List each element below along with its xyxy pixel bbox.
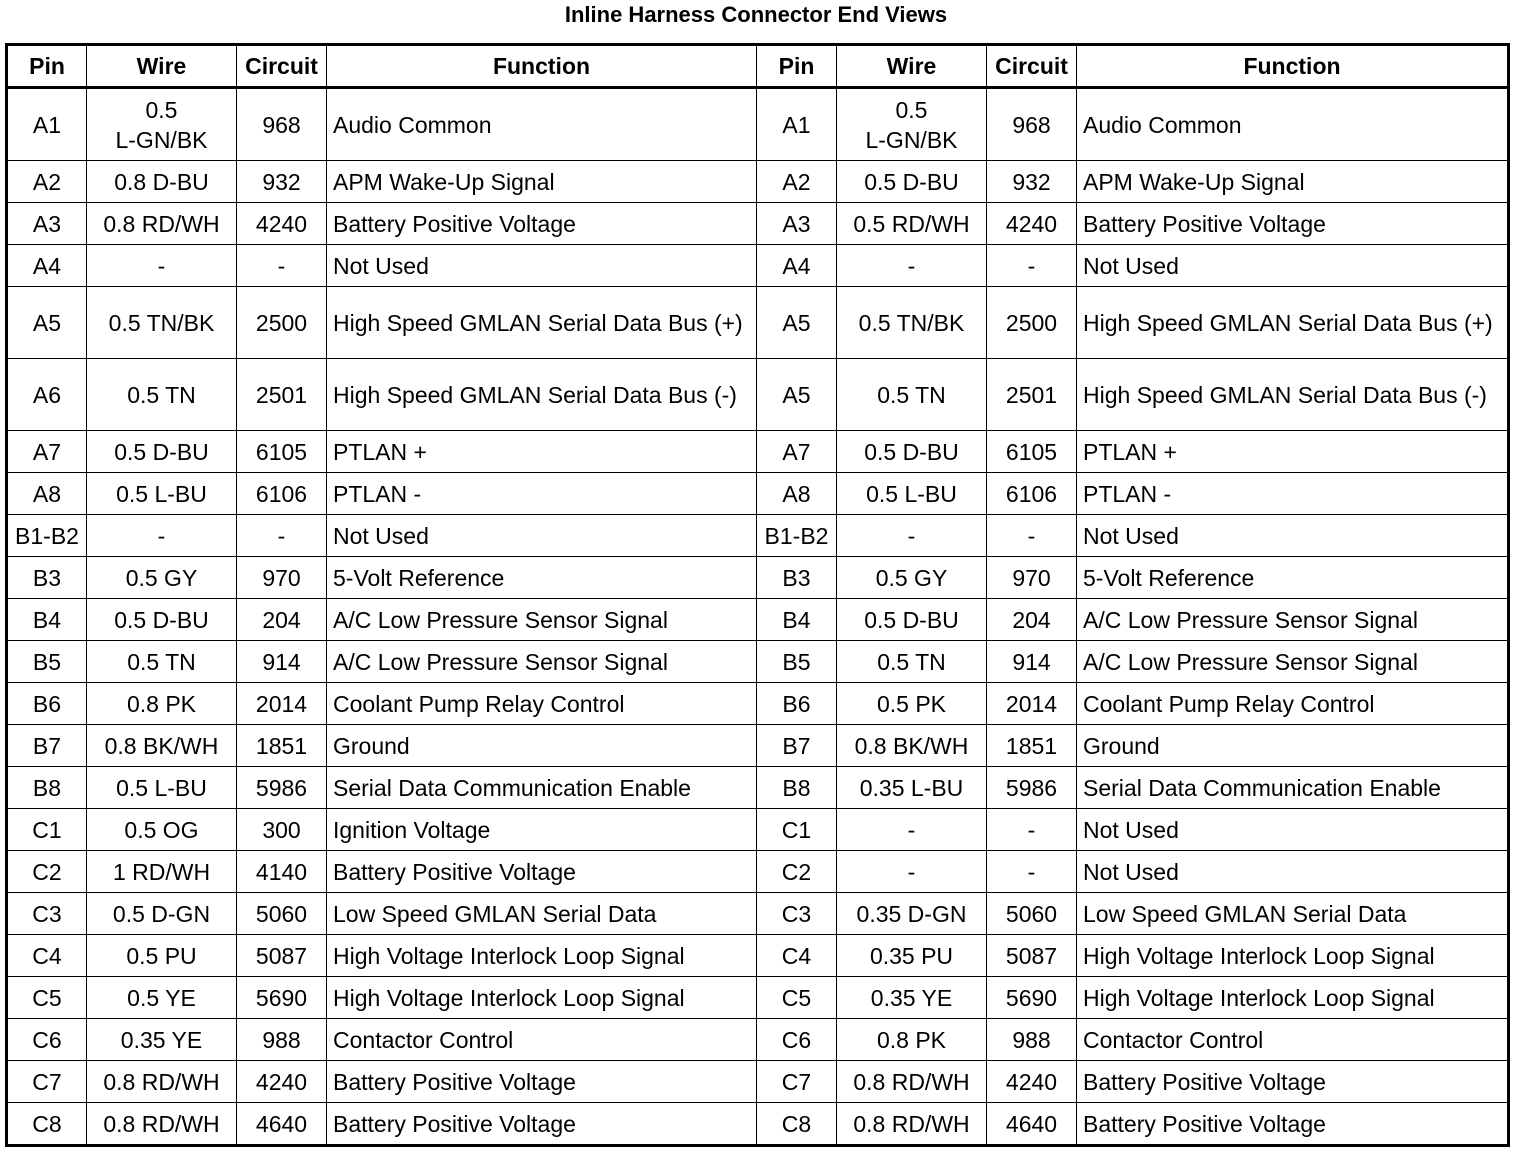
table-row [7, 977, 1509, 1019]
table-row [7, 245, 1509, 287]
header-pin-left: Pin [7, 45, 87, 88]
header-circuit-left: Circuit [237, 45, 327, 88]
circuit-cell-left: 968 [237, 88, 327, 161]
circuit-cell-left: 5087 [237, 935, 327, 977]
wire-cell-right [837, 599, 987, 641]
table-row [7, 1103, 1509, 1146]
connector-pin-table [5, 43, 1510, 1147]
function-cell-right: A/C Low Pressure Sensor Signal [1077, 641, 1509, 683]
wire-text: 0.5 OG [124, 816, 199, 843]
wire-text: 0.5 YE [127, 984, 196, 1011]
pin-cell-right: C7 [757, 1061, 837, 1103]
wire-text: 0.8 RD/WH [103, 1068, 220, 1095]
circuit-cell-right: 2500 [987, 287, 1077, 359]
wire-cell-right [837, 893, 987, 935]
circuit-cell-left: 914 [237, 641, 327, 683]
pin-cell-left: C4 [7, 935, 87, 977]
wire-text: 0.8 RD/WH [853, 1110, 970, 1137]
wire-text: 0.5 [895, 96, 928, 123]
wire-cell-right [837, 557, 987, 599]
circuit-cell-left: 4240 [237, 203, 327, 245]
pin-cell-left: C2 [7, 851, 87, 893]
document-title: Inline Harness Connector End Views [564, 2, 948, 27]
wire-text: - [157, 522, 166, 549]
wire-text: 0.8 RD/WH [103, 210, 220, 237]
pin-cell-right: A1 [757, 88, 837, 161]
pin-cell-left: B7 [7, 725, 87, 767]
circuit-cell-left: 4640 [237, 1103, 327, 1146]
wire-text: 0.35 PU [869, 942, 954, 969]
function-cell-left: Battery Positive Voltage [327, 203, 757, 245]
pin-cell-right: A8 [757, 473, 837, 515]
pin-cell-left: B8 [7, 767, 87, 809]
pin-cell-right: B1-B2 [757, 515, 837, 557]
wire-cell-left [87, 1019, 237, 1061]
table-row [7, 203, 1509, 245]
wire-text: 0.5 RD/WH [853, 210, 970, 237]
pin-cell-left: A2 [7, 161, 87, 203]
wire-cell-left [87, 88, 237, 161]
wire-cell-left [87, 893, 237, 935]
wire-text: 0.35 L-BU [859, 774, 964, 801]
wire-text: 0.5 D-BU [864, 168, 959, 195]
wire-cell-right [837, 1103, 987, 1146]
function-cell-left: High Voltage Interlock Loop Signal [327, 977, 757, 1019]
table-row [7, 161, 1509, 203]
header-wire-right: Wire [837, 45, 987, 88]
wire-text: 0.5 TN [877, 648, 946, 675]
table-row [7, 431, 1509, 473]
pin-cell-right: C2 [757, 851, 837, 893]
function-cell-left: A/C Low Pressure Sensor Signal [327, 641, 757, 683]
function-cell-right: High Voltage Interlock Loop Signal [1077, 935, 1509, 977]
wire-text: 0.8 PK [876, 1026, 947, 1053]
wire-text: 0.35 D-GN [856, 900, 967, 927]
circuit-cell-right: 6106 [987, 473, 1077, 515]
circuit-cell-left: - [237, 245, 327, 287]
wire-text: 0.5 D-BU [864, 606, 959, 633]
wire-text: 0.5 D-BU [114, 606, 209, 633]
wire-cell-right [837, 1019, 987, 1061]
circuit-cell-right: 914 [987, 641, 1077, 683]
function-cell-left: Ground [327, 725, 757, 767]
wire-text: - [907, 858, 916, 885]
function-cell-left: Not Used [327, 515, 757, 557]
wire-cell-left [87, 1103, 237, 1146]
wire-cell-left [87, 641, 237, 683]
function-cell-left: Audio Common [327, 88, 757, 161]
wire-cell-left [87, 809, 237, 851]
wire-text: 0.8 BK/WH [854, 732, 969, 759]
function-cell-right: Battery Positive Voltage [1077, 1061, 1509, 1103]
wire-cell-left [87, 473, 237, 515]
circuit-cell-right: 204 [987, 599, 1077, 641]
pin-cell-right: B8 [757, 767, 837, 809]
circuit-cell-left: 988 [237, 1019, 327, 1061]
function-cell-left: Ignition Voltage [327, 809, 757, 851]
circuit-cell-left: 204 [237, 599, 327, 641]
circuit-cell-left: 1851 [237, 725, 327, 767]
function-cell-left: Battery Positive Voltage [327, 1061, 757, 1103]
circuit-cell-right: 4240 [987, 1061, 1077, 1103]
wire-text: 0.8 PK [126, 690, 197, 717]
wire-text: 0.5 L-BU [116, 774, 207, 801]
table-row [7, 1061, 1509, 1103]
circuit-cell-right: 968 [987, 88, 1077, 161]
circuit-cell-right: - [987, 851, 1077, 893]
wire-cell-left [87, 287, 237, 359]
pin-cell-right: A5 [757, 287, 837, 359]
table-row [7, 767, 1509, 809]
circuit-cell-left: 6106 [237, 473, 327, 515]
pin-cell-right: B5 [757, 641, 837, 683]
header-circuit-right: Circuit [987, 45, 1077, 88]
function-cell-left: Serial Data Communication Enable [327, 767, 757, 809]
function-cell-left: High Speed GMLAN Serial Data Bus (-) [327, 359, 757, 431]
table-row [7, 515, 1509, 557]
table-row [7, 359, 1509, 431]
pin-cell-left: C3 [7, 893, 87, 935]
circuit-cell-left: 300 [237, 809, 327, 851]
circuit-cell-right: 2014 [987, 683, 1077, 725]
circuit-cell-left: 2500 [237, 287, 327, 359]
pin-cell-right: B6 [757, 683, 837, 725]
wire-cell-right [837, 473, 987, 515]
function-cell-right: High Voltage Interlock Loop Signal [1077, 977, 1509, 1019]
wire-cell-left [87, 203, 237, 245]
pin-cell-left: C8 [7, 1103, 87, 1146]
function-cell-left: Battery Positive Voltage [327, 851, 757, 893]
table-row [7, 893, 1509, 935]
header-pin-right: Pin [757, 45, 837, 88]
table-row [7, 287, 1509, 359]
pin-cell-right: A3 [757, 203, 837, 245]
pin-cell-left: B3 [7, 557, 87, 599]
pin-cell-right: B7 [757, 725, 837, 767]
wire-text: 0.5 L-BU [866, 480, 957, 507]
pin-cell-right: A4 [757, 245, 837, 287]
circuit-cell-right: 970 [987, 557, 1077, 599]
circuit-cell-right: 4240 [987, 203, 1077, 245]
pin-cell-right: A2 [757, 161, 837, 203]
wire-cell-left [87, 683, 237, 725]
circuit-cell-right: 6105 [987, 431, 1077, 473]
wire-cell-left [87, 431, 237, 473]
pin-cell-left: B4 [7, 599, 87, 641]
table-header-row [7, 45, 1509, 88]
circuit-cell-right: 2501 [987, 359, 1077, 431]
circuit-cell-left: 6105 [237, 431, 327, 473]
table-row [7, 557, 1509, 599]
wire-text: L-GN/BK [865, 126, 958, 153]
circuit-cell-left: 5060 [237, 893, 327, 935]
circuit-cell-left: 2501 [237, 359, 327, 431]
pin-cell-left: A3 [7, 203, 87, 245]
wire-cell-left [87, 515, 237, 557]
function-cell-left: Contactor Control [327, 1019, 757, 1061]
pin-cell-right: C5 [757, 977, 837, 1019]
circuit-cell-right: 988 [987, 1019, 1077, 1061]
wire-cell-right [837, 977, 987, 1019]
function-cell-left: PTLAN + [327, 431, 757, 473]
wire-cell-right [837, 515, 987, 557]
table-row [7, 935, 1509, 977]
wire-text: 0.5 PU [126, 942, 197, 969]
circuit-cell-left: 4240 [237, 1061, 327, 1103]
circuit-cell-right: - [987, 245, 1077, 287]
wire-text: 0.5 TN [127, 381, 196, 408]
wire-cell-left [87, 935, 237, 977]
wire-text: 0.5 TN [877, 381, 946, 408]
wire-text: 1 RD/WH [112, 858, 211, 885]
wire-text: 0.5 D-BU [864, 438, 959, 465]
function-cell-right: Battery Positive Voltage [1077, 1103, 1509, 1146]
circuit-cell-right: 5690 [987, 977, 1077, 1019]
wire-text: 0.8 RD/WH [853, 1068, 970, 1095]
circuit-cell-left: 5986 [237, 767, 327, 809]
pin-cell-right: A5 [757, 359, 837, 431]
wire-cell-left [87, 599, 237, 641]
wire-text: 0.5 GY [125, 564, 198, 591]
function-cell-right: Audio Common [1077, 88, 1509, 161]
table-row [7, 473, 1509, 515]
circuit-cell-left: 2014 [237, 683, 327, 725]
function-cell-left: Not Used [327, 245, 757, 287]
function-cell-right: Coolant Pump Relay Control [1077, 683, 1509, 725]
wire-cell-left [87, 161, 237, 203]
wire-cell-right [837, 683, 987, 725]
pin-cell-right: C8 [757, 1103, 837, 1146]
table-body [7, 88, 1509, 1146]
wire-text: 0.35 YE [120, 1026, 203, 1053]
table-row [7, 809, 1509, 851]
circuit-cell-left: - [237, 515, 327, 557]
circuit-cell-right: - [987, 809, 1077, 851]
pin-cell-left: C7 [7, 1061, 87, 1103]
function-cell-left: A/C Low Pressure Sensor Signal [327, 599, 757, 641]
pin-cell-left: B5 [7, 641, 87, 683]
pin-cell-right: C6 [757, 1019, 837, 1061]
pin-cell-left: C5 [7, 977, 87, 1019]
function-cell-right: Ground [1077, 725, 1509, 767]
wire-text: 0.8 D-BU [114, 168, 209, 195]
wire-cell-right [837, 725, 987, 767]
wire-text: 0.35 YE [870, 984, 953, 1011]
function-cell-right: Low Speed GMLAN Serial Data [1077, 893, 1509, 935]
wire-text: L-GN/BK [115, 126, 208, 153]
wire-text: 0.5 GY [875, 564, 948, 591]
function-cell-left: High Voltage Interlock Loop Signal [327, 935, 757, 977]
wire-text: - [907, 522, 916, 549]
wire-cell-left [87, 767, 237, 809]
wire-cell-left [87, 557, 237, 599]
wire-text: 0.5 PK [876, 690, 947, 717]
wire-cell-left [87, 851, 237, 893]
function-cell-left: Low Speed GMLAN Serial Data [327, 893, 757, 935]
pin-cell-right: C3 [757, 893, 837, 935]
header-function-left: Function [327, 45, 757, 88]
circuit-cell-right: 5060 [987, 893, 1077, 935]
circuit-cell-right: - [987, 515, 1077, 557]
pin-cell-left: A4 [7, 245, 87, 287]
wire-cell-left [87, 359, 237, 431]
table-row [7, 1019, 1509, 1061]
wire-cell-left [87, 977, 237, 1019]
wire-cell-right [837, 287, 987, 359]
pin-cell-left: A5 [7, 287, 87, 359]
table-row [7, 725, 1509, 767]
table-row [7, 88, 1509, 161]
function-cell-right: PTLAN + [1077, 431, 1509, 473]
wire-cell-right [837, 359, 987, 431]
wire-text: - [907, 816, 916, 843]
function-cell-right: High Speed GMLAN Serial Data Bus (-) [1077, 359, 1509, 431]
pin-cell-left: A7 [7, 431, 87, 473]
wire-cell-left [87, 245, 237, 287]
circuit-cell-right: 5986 [987, 767, 1077, 809]
function-cell-right: APM Wake-Up Signal [1077, 161, 1509, 203]
function-cell-left: APM Wake-Up Signal [327, 161, 757, 203]
function-cell-right: High Speed GMLAN Serial Data Bus (+) [1077, 287, 1509, 359]
wire-text: 0.5 TN/BK [858, 309, 965, 336]
pin-cell-left: B1-B2 [7, 515, 87, 557]
function-cell-right: Not Used [1077, 245, 1509, 287]
wire-text: 0.8 BK/WH [104, 732, 219, 759]
table-row [7, 683, 1509, 725]
pin-cell-left: C1 [7, 809, 87, 851]
pin-cell-left: B6 [7, 683, 87, 725]
pin-cell-left: A6 [7, 359, 87, 431]
pin-cell-left: C6 [7, 1019, 87, 1061]
function-cell-right: A/C Low Pressure Sensor Signal [1077, 599, 1509, 641]
wire-text: 0.5 D-GN [112, 900, 211, 927]
function-cell-right: Serial Data Communication Enable [1077, 767, 1509, 809]
circuit-cell-right: 932 [987, 161, 1077, 203]
wire-text: 0.5 D-BU [114, 438, 209, 465]
wire-cell-right [837, 161, 987, 203]
circuit-cell-right: 1851 [987, 725, 1077, 767]
wire-cell-right [837, 641, 987, 683]
pin-cell-right: B4 [757, 599, 837, 641]
wire-text: - [157, 252, 166, 279]
table-row [7, 851, 1509, 893]
function-cell-right: PTLAN - [1077, 473, 1509, 515]
wire-cell-right [837, 245, 987, 287]
pin-cell-right: C1 [757, 809, 837, 851]
pin-cell-right: B3 [757, 557, 837, 599]
wire-cell-right [837, 1061, 987, 1103]
circuit-cell-left: 5690 [237, 977, 327, 1019]
wire-cell-left [87, 1061, 237, 1103]
pin-cell-left: A8 [7, 473, 87, 515]
pin-cell-left: A1 [7, 88, 87, 161]
wire-cell-left [87, 725, 237, 767]
wire-cell-right [837, 851, 987, 893]
wire-cell-right [837, 767, 987, 809]
circuit-cell-right: 5087 [987, 935, 1077, 977]
header-function-right: Function [1077, 45, 1509, 88]
pin-cell-right: C4 [757, 935, 837, 977]
function-cell-right: Contactor Control [1077, 1019, 1509, 1061]
circuit-cell-left: 932 [237, 161, 327, 203]
function-cell-right: Not Used [1077, 809, 1509, 851]
wire-text: 0.8 RD/WH [103, 1110, 220, 1137]
wire-cell-right [837, 203, 987, 245]
function-cell-right: Not Used [1077, 851, 1509, 893]
wire-cell-right [837, 88, 987, 161]
circuit-cell-right: 4640 [987, 1103, 1077, 1146]
function-cell-left: Coolant Pump Relay Control [327, 683, 757, 725]
table-row [7, 599, 1509, 641]
header-wire-left: Wire [87, 45, 237, 88]
function-cell-left: 5-Volt Reference [327, 557, 757, 599]
pin-cell-right: A7 [757, 431, 837, 473]
wire-cell-right [837, 809, 987, 851]
table-row [7, 641, 1509, 683]
function-cell-left: Battery Positive Voltage [327, 1103, 757, 1146]
function-cell-right: Battery Positive Voltage [1077, 203, 1509, 245]
circuit-cell-left: 970 [237, 557, 327, 599]
wire-cell-right [837, 935, 987, 977]
wire-cell-right [837, 431, 987, 473]
wire-text: 0.5 TN/BK [108, 309, 215, 336]
wire-text: 0.5 TN [127, 648, 196, 675]
function-cell-left: High Speed GMLAN Serial Data Bus (+) [327, 287, 757, 359]
wire-text: - [907, 252, 916, 279]
function-cell-right: 5-Volt Reference [1077, 557, 1509, 599]
wire-text: 0.5 L-BU [116, 480, 207, 507]
circuit-cell-left: 4140 [237, 851, 327, 893]
function-cell-right: Not Used [1077, 515, 1509, 557]
function-cell-left: PTLAN - [327, 473, 757, 515]
wire-text: 0.5 [145, 96, 178, 123]
